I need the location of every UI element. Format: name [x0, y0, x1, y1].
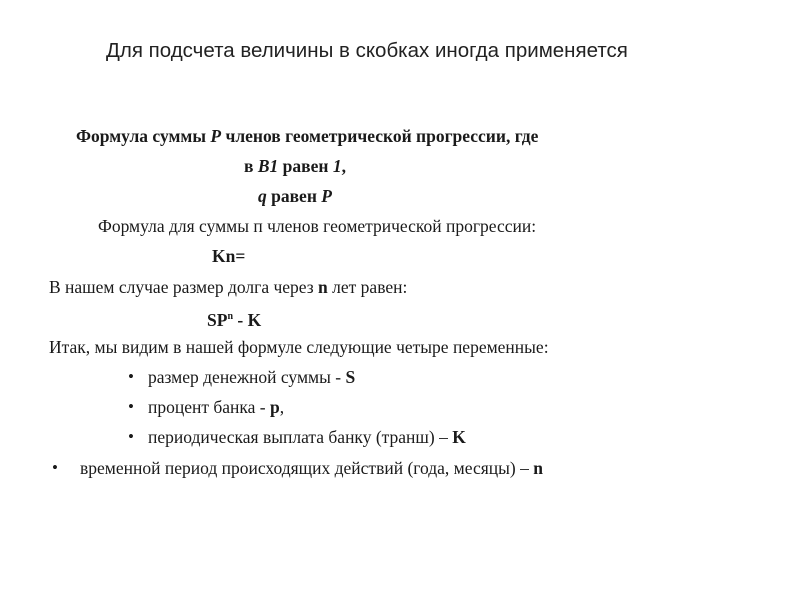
b1-symbol: B1: [257, 156, 279, 176]
slide-title: Для подсчета величины в скобках иногда применяется: [106, 39, 628, 62]
q-symbol: q: [258, 186, 267, 206]
b1-end: ,: [341, 156, 346, 176]
list-item-suffix: ,: [279, 397, 285, 417]
formula-sum-p: P: [210, 126, 222, 146]
list-item: [128, 396, 284, 418]
bullet-icon: •: [52, 458, 58, 477]
bullet-icon: •: [128, 427, 134, 446]
spn-rest: - K: [233, 309, 262, 330]
b1-value: 1: [332, 156, 342, 176]
variables-intro: Итак, мы видим в нашей формуле следующие четыре переменные:: [49, 337, 549, 357]
formula-n-line: Формула для суммы п членов геометрической прогрессии:: [98, 216, 537, 236]
debt-line: [49, 276, 407, 298]
formula-sum-rest: членов геометрической прогрессии, где: [221, 126, 539, 146]
list-item: [52, 457, 543, 479]
b1-mid: равен: [278, 156, 333, 176]
b1-prefix: в: [244, 156, 258, 176]
formula-sum-text: Формула суммы: [76, 126, 211, 146]
spn-sup: n: [227, 311, 233, 322]
list-item-text: процент банка -: [148, 397, 271, 417]
list-item-var: S: [345, 367, 356, 387]
kn-line: Kn=: [212, 246, 246, 266]
bullet-icon: •: [128, 367, 134, 386]
list-item: [128, 366, 355, 388]
list-item-var: K: [452, 427, 466, 447]
debt-rest: лет равен:: [327, 277, 408, 297]
b1-line: [244, 155, 346, 177]
list-item-text: временной период происходящих действий (года, месяцы) –: [80, 458, 534, 478]
q-line: [258, 185, 332, 207]
debt-n: n: [318, 277, 328, 297]
spn-line: [207, 306, 261, 331]
list-item-var: p: [270, 397, 280, 417]
formula-sum-line: [76, 125, 538, 147]
debt-text: В нашем случае размер долга через: [49, 277, 319, 297]
q-value: P: [321, 186, 332, 206]
list-item-var: n: [533, 458, 543, 478]
bullet-icon: •: [128, 397, 134, 416]
spn-sp: SP: [207, 309, 228, 330]
list-item: [128, 426, 466, 448]
list-item-text: периодическая выплата банку (транш) –: [148, 427, 453, 447]
list-item-text: размер денежной суммы -: [148, 367, 346, 387]
q-mid: равен: [266, 186, 322, 206]
